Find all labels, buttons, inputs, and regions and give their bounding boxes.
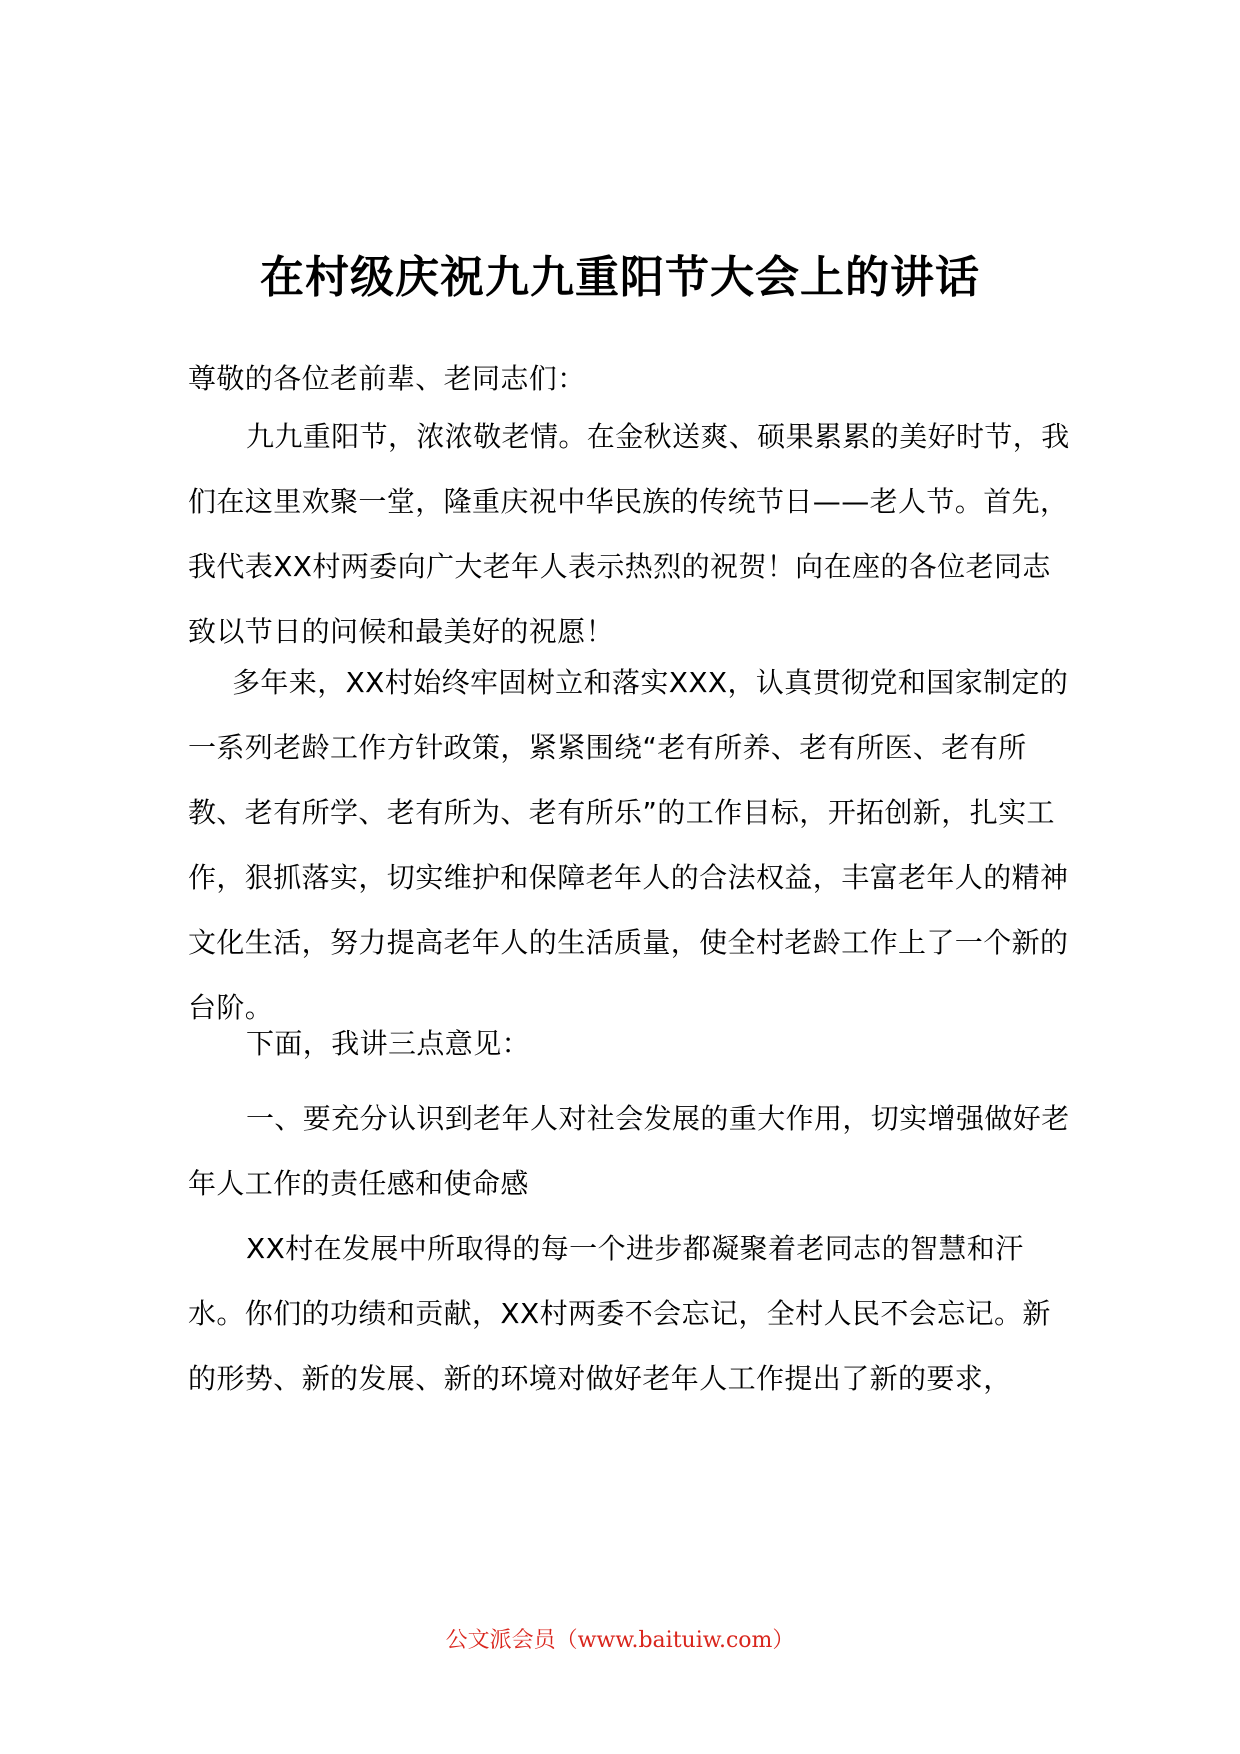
section-heading-1: 一、要充分认识到老年人对社会发展的重大作用，切实增强做好老年人工作的责任感和使命感 (188, 1102, 1070, 1200)
document-title: 在村级庆祝九九重阳节大会上的讲话 (260, 252, 980, 303)
footer-watermark: 公文派会员（www.baituiw.com） (445, 1628, 795, 1653)
salutation: 尊敬的各位老前辈、老同志们： (188, 362, 586, 395)
paragraph-4: XX村在发展中所取得的每一个进步都凝聚着老同志的智慧和汗水。你们的功绩和贡献，XX村两委不会忘记，全村人民不会忘记。新的形势、新的发展、新的环境对做好老年人工作提出了新的要求， (188, 1232, 1051, 1395)
paragraph-2: 多年来，XX村始终牢固树立和落实XXX，认真贯彻党和国家制定的一系列老龄工作方针政策，紧紧围绕“老有所养、老有所医、老有所教、老有所学、老有所为、老有所乐”的工作目标，开拓创新，扎实工作，狠抓落实，切实维护和保障老年人的合法权益，丰富老年人的精神文化生活，努力提高老年人的生活质量，使全村老龄工作上了一个新的台阶。 (188, 666, 1069, 1024)
paragraph-3: 下面，我讲三点意见： (246, 1027, 531, 1060)
paragraph-1: 九九重阳节，浓浓敬老情。在金秋送爽、硕果累累的美好时节，我们在这里欢聚一堂，隆重庆祝中华民族的传统节日——老人节。首先，我代表XX村两委向广大老年人表示热烈的祝贺！向在座的各位老同志致以节日的问候和最美好的祝愿！ (188, 420, 1070, 648)
